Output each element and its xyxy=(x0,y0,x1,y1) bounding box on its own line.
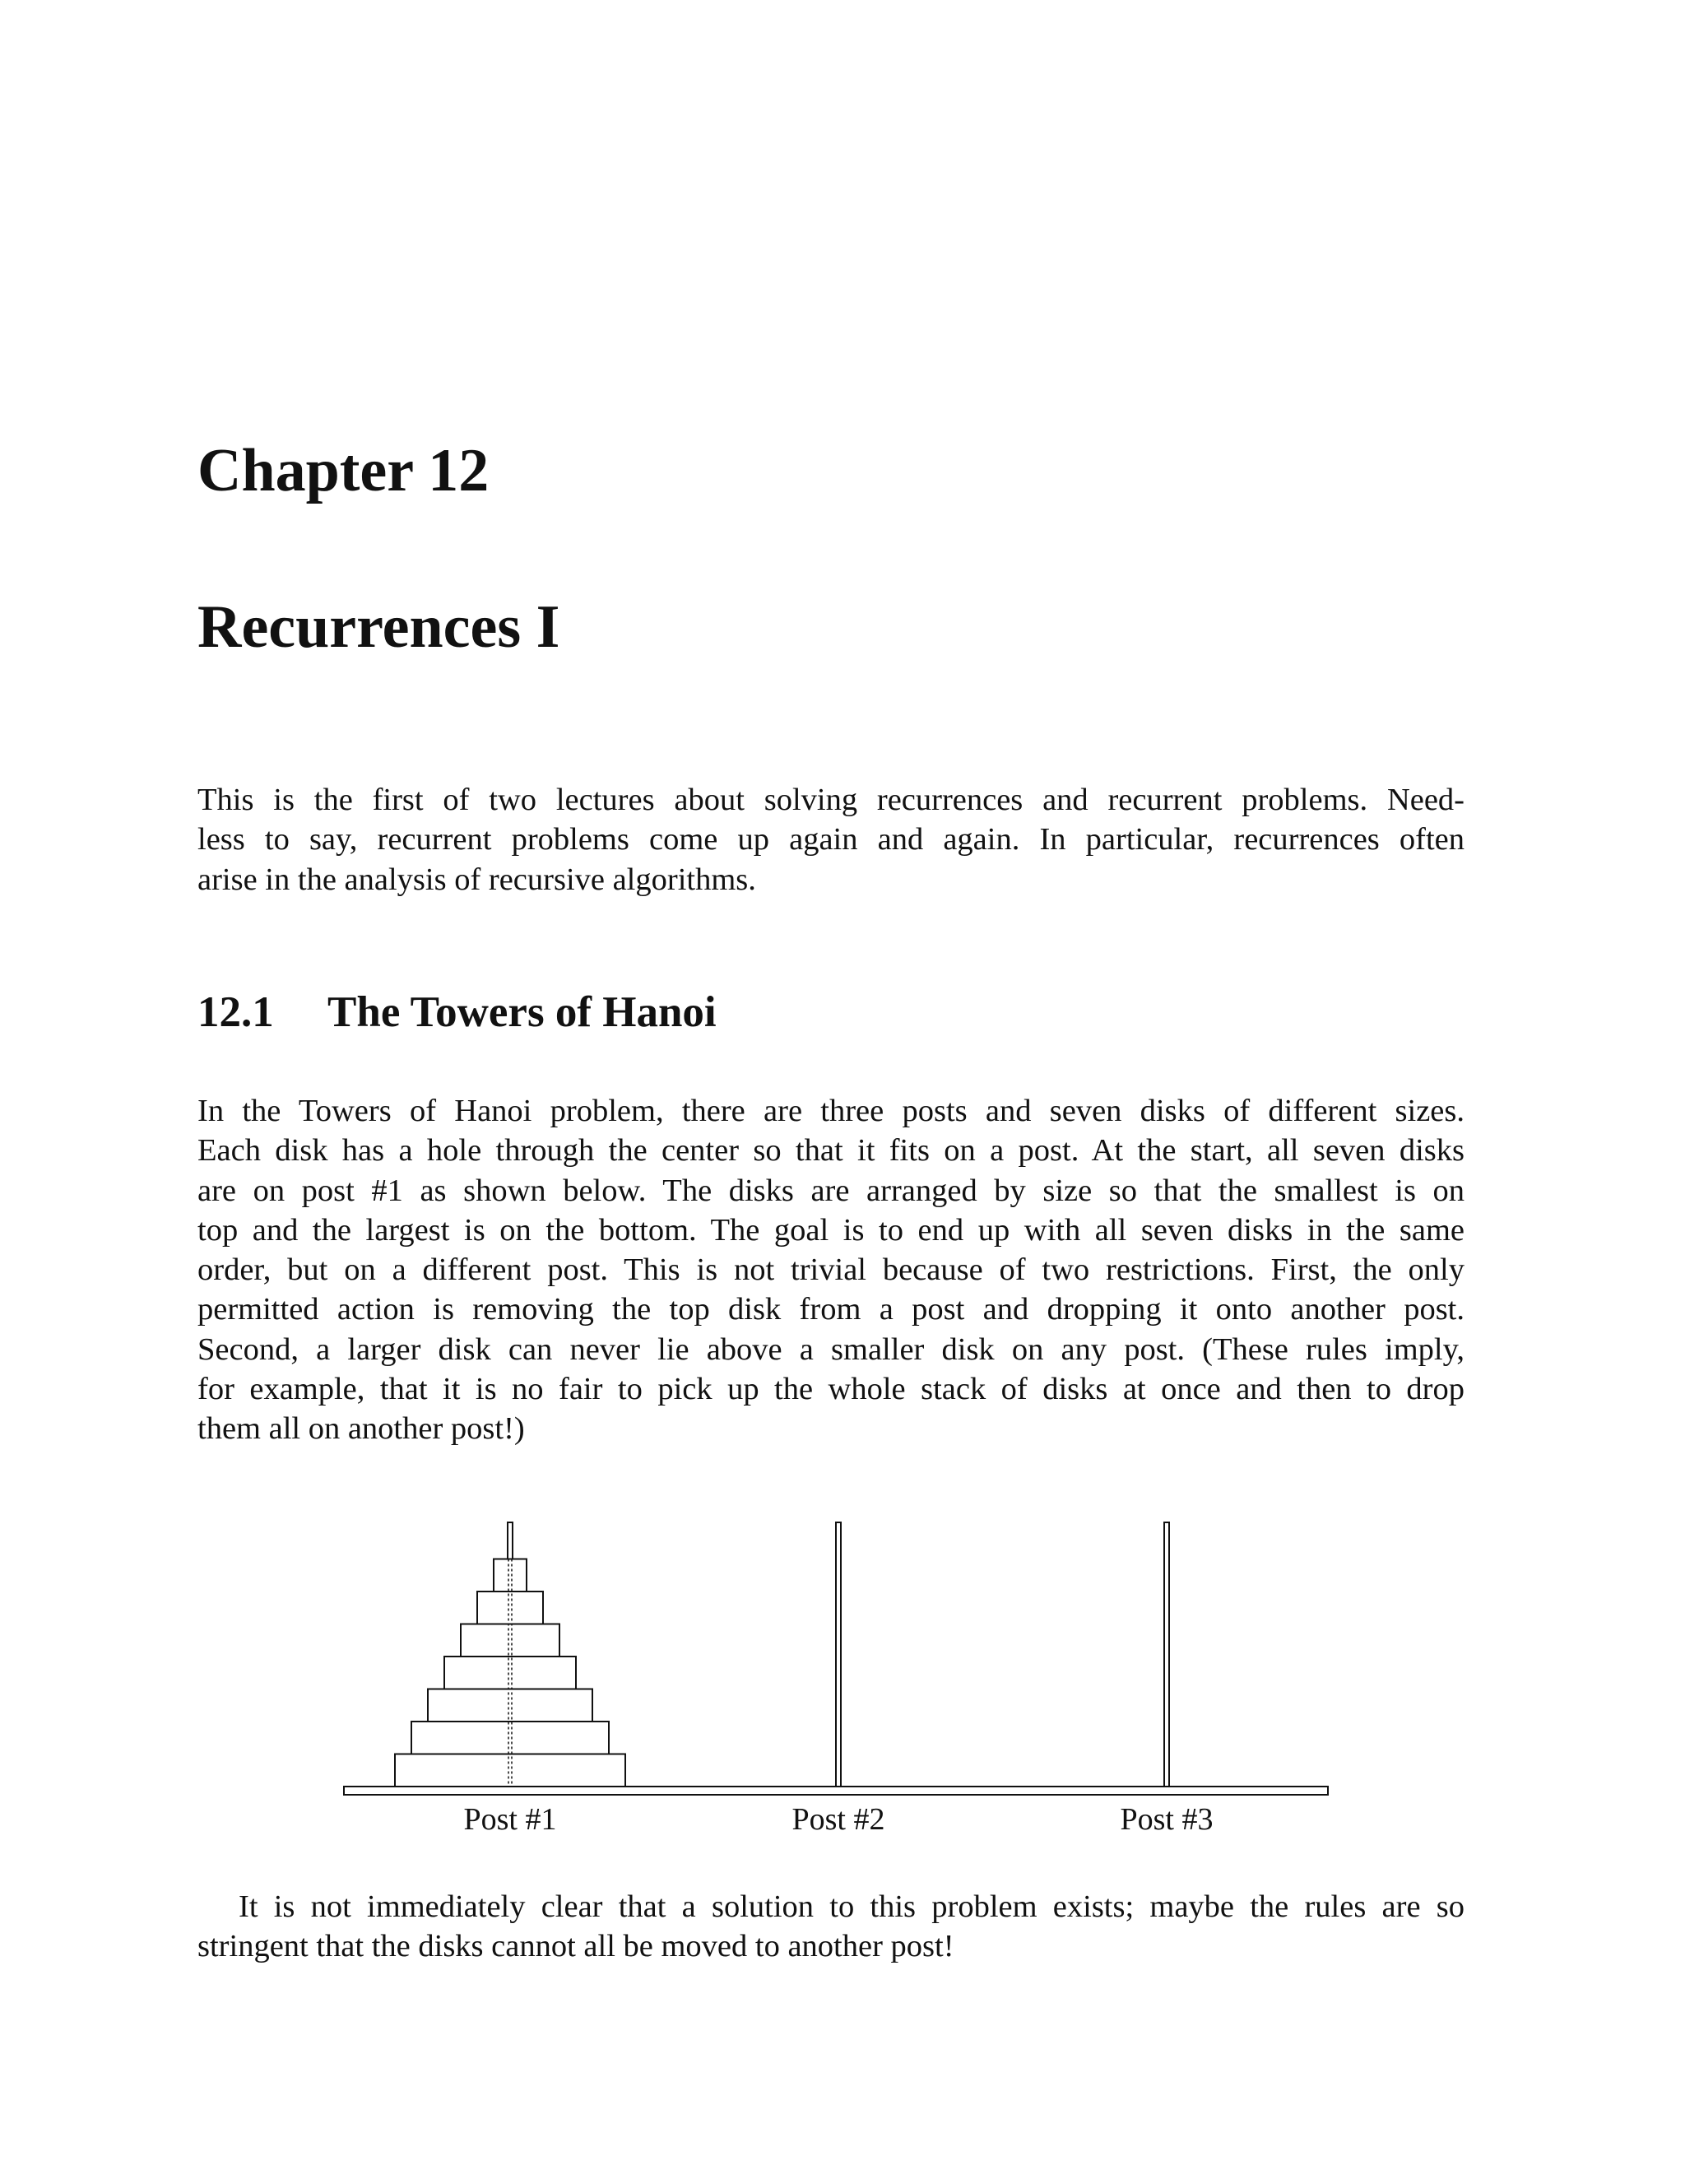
post-label: Post #2 xyxy=(791,1802,885,1837)
hanoi-line: top and the largest is on the bottom. The goal is to end up with all seven disks in the same xyxy=(197,1212,1465,1248)
hanoi-line: order, but on a different post. This is not trivial because of two restrictions. First, the only xyxy=(197,1252,1465,1288)
post-labels xyxy=(464,1802,1214,1837)
chapter-label: Chapter 12 xyxy=(197,437,490,504)
hanoi-line: Each disk has a hole through the center so that it fits on a post. At the start, all seven disks xyxy=(197,1133,1465,1169)
closing-line: stringent that the disks cannot all be moved to another post! xyxy=(197,1929,954,1964)
hanoi-line: Second, a larger disk can never lie above a smaller disk on any post. (These rules imply, xyxy=(197,1331,1465,1367)
posts-layer xyxy=(508,1522,1169,1787)
section-heading xyxy=(197,979,717,1045)
disk-4 xyxy=(444,1657,576,1689)
disk-3 xyxy=(461,1624,559,1657)
disks-layer xyxy=(395,1559,625,1787)
post-3 xyxy=(1164,1522,1169,1787)
post-label: Post #1 xyxy=(463,1802,557,1837)
closing-line: It is not immediately clear that a solution to this problem exists; maybe the rules are so xyxy=(239,1889,1465,1924)
base-board xyxy=(344,1787,1328,1795)
post-2 xyxy=(836,1522,841,1787)
disk-2 xyxy=(477,1592,543,1624)
section-title: The Towers of Hanoi xyxy=(327,988,717,1036)
hanoi-line: them all on another post!) xyxy=(197,1411,525,1447)
intro-line: This is the first of two lectures about solving recurrences and recurrent problems. Need- xyxy=(197,783,1465,817)
disk-6 xyxy=(411,1722,609,1754)
hanoi-line: for example, that it is no fair to pick up the whole stack of disks at once and then to drop xyxy=(197,1372,1465,1407)
intro-line: less to say, recurrent problems come up again and again. In particular, recurrences often xyxy=(197,822,1465,857)
section-number: 12.1 xyxy=(197,988,274,1036)
intro-paragraph xyxy=(197,780,1465,899)
disk-1 xyxy=(494,1559,527,1592)
closing-paragraph xyxy=(197,1887,1465,1967)
hanoi-line: permitted action is removing the top disk from a post and dropping it onto another post. xyxy=(197,1292,1465,1327)
hanoi-line: are on post #1 as shown below. The disks are arranged by size so that the smallest is on xyxy=(197,1173,1465,1208)
post-label: Post #3 xyxy=(1120,1802,1214,1837)
chapter-title: Recurrences I xyxy=(197,593,560,661)
disk-7 xyxy=(395,1754,625,1787)
hanoi-line: In the Towers of Hanoi problem, there are three posts and seven disks of different sizes. xyxy=(197,1094,1465,1128)
hanoi-paragraph xyxy=(197,1091,1465,1449)
intro-line: arise in the analysis of recursive algorithms. xyxy=(197,862,756,897)
disk-5 xyxy=(428,1689,592,1722)
post-1 xyxy=(508,1522,513,1787)
